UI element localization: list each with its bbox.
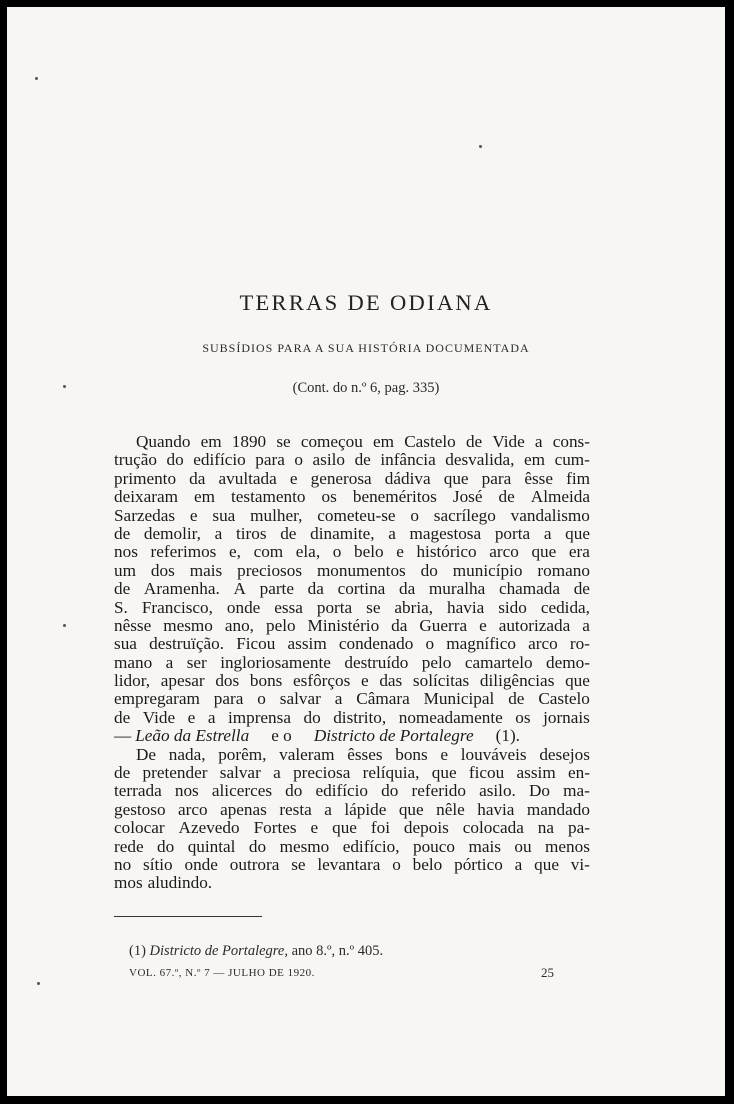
word: Sarzedas [114, 505, 176, 525]
word: tiros [235, 523, 267, 543]
word: porêm, [218, 744, 267, 764]
word: nos [174, 781, 199, 801]
word: salvar [279, 689, 321, 709]
word: onde [226, 597, 261, 617]
text-line [114, 451, 590, 469]
word: de [465, 432, 483, 451]
word: o [425, 634, 435, 654]
word: testamento [231, 487, 306, 507]
word: começou [300, 432, 363, 451]
word: em [524, 450, 546, 470]
word: em [193, 487, 215, 507]
word: colocada [462, 818, 524, 838]
text-line [114, 709, 590, 727]
word: do [285, 781, 303, 801]
word: e [396, 542, 404, 562]
word: o [332, 542, 342, 562]
word: belo [412, 854, 443, 874]
word: empregaram [114, 689, 200, 709]
word: mandado [526, 799, 590, 819]
word: que [565, 523, 590, 543]
word: mesmo [163, 615, 213, 635]
word: se [276, 432, 291, 451]
word: do [381, 781, 399, 801]
word: demo- [546, 652, 590, 672]
word: o [294, 450, 303, 470]
journal-districto-de-portalegre: Districto de Portalegre [313, 726, 474, 746]
word: Castelo [538, 689, 590, 709]
word: dos [215, 671, 240, 691]
word: destruïção. [149, 634, 225, 654]
text-line [114, 838, 590, 856]
word: a [207, 707, 216, 727]
word: essa [274, 597, 303, 617]
word: referido [411, 781, 466, 801]
paragraph-1 [114, 433, 590, 727]
word: a [214, 523, 223, 543]
word: a [534, 432, 543, 451]
word: da [189, 468, 206, 488]
word: êsses [347, 744, 383, 764]
text-line [114, 580, 590, 598]
word: nêle [436, 799, 465, 819]
word: apenas [220, 799, 267, 819]
text-line [114, 470, 590, 488]
volume-line: VOL. 67.º, N.º 7 — JULHO DE 1920. [129, 967, 315, 979]
word: arco [178, 799, 208, 819]
journals-line [114, 727, 590, 745]
word: camartelo [464, 652, 533, 672]
text-line [114, 488, 590, 506]
word: jornais [543, 707, 590, 727]
text-line [114, 856, 590, 874]
word: de [114, 523, 131, 543]
word: generosa [310, 468, 372, 488]
word: Do [529, 781, 551, 801]
continuation-note: (Cont. do n.º 6, pag. 335) [292, 380, 440, 396]
word: imprensa [227, 707, 291, 727]
word: arco [489, 542, 519, 562]
word: ingloriosamente [220, 652, 331, 672]
word: Vide [142, 707, 176, 727]
word: menos [545, 836, 590, 856]
word: foi [370, 818, 390, 838]
word: resta [279, 799, 312, 819]
word: do [420, 560, 438, 580]
print-speck [63, 385, 66, 388]
word: romano [537, 560, 590, 580]
word: porta [316, 597, 353, 617]
word: preciosos [237, 560, 303, 580]
word: mos [114, 873, 143, 893]
word: cons- [552, 432, 590, 451]
word: a [334, 689, 343, 709]
word: assim [516, 763, 556, 783]
word: solícitas [412, 671, 470, 691]
word: ma- [563, 781, 590, 801]
word: edifício [193, 450, 246, 470]
word: histórico [416, 542, 477, 562]
word: Vide [492, 432, 525, 451]
word: asilo. [479, 781, 516, 801]
word: pouco [412, 836, 455, 856]
word: pretender [142, 763, 208, 783]
text-line [114, 635, 590, 653]
word: pa- [567, 818, 590, 838]
word: en- [568, 763, 590, 783]
word: na [537, 818, 555, 838]
word: destruído [344, 652, 409, 672]
text-line [114, 599, 590, 617]
word: Ministério [307, 615, 380, 635]
word: de [114, 579, 131, 599]
word: no [114, 854, 132, 874]
word: demolir, [143, 523, 201, 543]
word: que [398, 799, 424, 819]
word: condenado [338, 634, 414, 654]
text-line [114, 801, 590, 819]
word: vandalismo [510, 505, 590, 525]
word: assim [287, 634, 327, 654]
word: edifício, [342, 836, 400, 856]
word: sacrílego [433, 505, 496, 525]
word: vi- [570, 854, 590, 874]
word: nêsse [114, 615, 152, 635]
word: nos [114, 542, 138, 562]
text-line [114, 819, 590, 837]
word: Guerra [419, 615, 468, 635]
word: preciosa [293, 763, 351, 783]
text-line [114, 690, 590, 708]
word: a [582, 615, 590, 635]
word: e [187, 707, 196, 727]
text-line [114, 764, 590, 782]
word: ser [186, 652, 207, 672]
word: arco [528, 634, 558, 654]
word: lidor, [114, 671, 151, 691]
word: que [332, 818, 357, 838]
page-subtitle: SUBSÍDIOS PARA A SUA HISTÓRIA DOCUMENTADA [202, 341, 530, 355]
word: se [291, 854, 306, 874]
text-line [114, 507, 590, 525]
word: Aramenha. [143, 579, 220, 599]
word: Quando [136, 432, 191, 451]
word: esfôrços [293, 671, 351, 691]
word: sítio [143, 854, 173, 874]
word: 1890 [231, 432, 267, 451]
word: para [213, 689, 244, 709]
word: se [366, 597, 381, 617]
journals-connector: e o [271, 726, 292, 746]
word: um [114, 560, 136, 580]
word: para [255, 450, 285, 470]
word: que [534, 854, 559, 874]
word: Francisco, [141, 597, 213, 617]
print-speck [479, 145, 482, 148]
word: e [289, 468, 298, 488]
word: mesmo [279, 836, 330, 856]
word: monumentos [316, 560, 406, 580]
text-line [114, 654, 590, 672]
document-page [7, 7, 725, 1096]
word: levantara [317, 854, 381, 874]
article-body [114, 433, 590, 893]
word: cum- [554, 450, 590, 470]
word: que [565, 671, 590, 691]
footnote-divider [114, 916, 262, 917]
word: do [157, 836, 175, 856]
word: lápide [344, 799, 387, 819]
word: e, [229, 542, 241, 562]
word: magnífico [446, 634, 516, 654]
word: em [373, 432, 395, 451]
word: de [354, 450, 371, 470]
word: das [379, 671, 403, 691]
word: apesar [160, 671, 205, 691]
word: Câmara [356, 689, 410, 709]
word: mais [468, 836, 501, 856]
text-line [114, 672, 590, 690]
word: quintal [187, 836, 236, 856]
print-speck [63, 624, 66, 627]
word: cometeu-se [317, 505, 396, 525]
word: magestosa [409, 523, 482, 543]
word: diligências [479, 671, 555, 691]
word: de [498, 487, 515, 507]
word: ro- [569, 634, 590, 654]
word: ficou [468, 763, 505, 783]
word: da [399, 579, 416, 599]
word: ela, [295, 542, 321, 562]
word: de [508, 689, 525, 709]
word: que [531, 542, 557, 562]
word: porta [494, 523, 531, 543]
word: havia [477, 799, 515, 819]
word: de [114, 763, 131, 783]
word: fim [566, 468, 590, 488]
paragraph-2 [114, 746, 590, 875]
word: sua [114, 634, 137, 654]
word: dos [150, 560, 175, 580]
word: deixaram [114, 487, 178, 507]
word: edifício [315, 781, 369, 801]
word: município [452, 560, 523, 580]
word: ano, [224, 615, 254, 635]
paragraph-2-last-line [114, 874, 590, 892]
word: beneméritos [352, 487, 437, 507]
word: José [452, 487, 483, 507]
footnote-detail: ano 8.º, n.º 405. [291, 943, 384, 959]
word: salvar [219, 763, 261, 783]
word: chamada [498, 579, 561, 599]
word: o [410, 505, 419, 525]
text-line [114, 617, 590, 635]
word: terrada [114, 781, 162, 801]
word: era [568, 542, 590, 562]
word: que [443, 468, 469, 488]
footnote-reference: (1). [495, 726, 520, 746]
word: do [166, 450, 184, 470]
word: que [431, 763, 457, 783]
word: dinamite, [310, 523, 375, 543]
word: a [324, 799, 332, 819]
word: sua [212, 505, 236, 525]
word: valeram [279, 744, 335, 764]
word: Castelo [404, 432, 456, 451]
text-line [114, 543, 590, 561]
word: êsse [524, 468, 553, 488]
footnote-source: Districto de Portalegre, [149, 943, 288, 959]
word: nada, [168, 744, 206, 764]
word: alicerces [211, 781, 273, 801]
word: muralha [428, 579, 486, 599]
word: desvalida, [445, 450, 515, 470]
word: A [233, 579, 246, 599]
word: belo [353, 542, 384, 562]
print-speck [35, 77, 38, 80]
text-line [114, 525, 590, 543]
word: ou [514, 836, 532, 856]
word: e [310, 818, 319, 838]
word: referimos [150, 542, 217, 562]
word: o [392, 854, 401, 874]
word: sido [498, 597, 527, 617]
word: de [573, 579, 590, 599]
word: cedida, [540, 597, 590, 617]
word: e [189, 505, 198, 525]
word: a [514, 854, 523, 874]
word: Municipal [423, 689, 495, 709]
word: pórtico [454, 854, 503, 874]
word: mais [189, 560, 223, 580]
word: trução [114, 450, 157, 470]
word: do [303, 707, 321, 727]
text-line [114, 782, 590, 800]
word: gestoso [114, 799, 166, 819]
page-title: TERRAS DE ODIANA [239, 290, 493, 315]
word: parte [259, 579, 294, 599]
page-number: 25 [541, 965, 554, 980]
word: bons [395, 744, 428, 764]
word: dádiva [384, 468, 431, 488]
word: abria, [394, 597, 434, 617]
word: da [391, 615, 408, 635]
word: pelo [421, 652, 452, 672]
word: e [479, 615, 487, 635]
word: a [543, 523, 552, 543]
text-line [114, 562, 590, 580]
word: de [280, 523, 297, 543]
word: nomeadamente [398, 707, 503, 727]
word: aludindo. [147, 873, 213, 893]
word: depois [403, 818, 449, 838]
word: Fortes [253, 818, 297, 838]
word: do [248, 836, 267, 856]
word: Azevedo [178, 818, 240, 838]
word: louváveis [460, 744, 527, 764]
word: havia [447, 597, 485, 617]
word: outrora [229, 854, 280, 874]
word: e [361, 671, 369, 691]
word: distrito, [333, 707, 387, 727]
word: os [515, 707, 531, 727]
word: para [481, 468, 512, 488]
word: autorizada [498, 615, 571, 635]
word: de [114, 707, 131, 727]
word: desejos [539, 744, 590, 764]
word: mano [114, 652, 153, 672]
word: avultada [218, 468, 277, 488]
word: a [165, 652, 174, 672]
word: S. [114, 597, 128, 617]
word: os [321, 487, 337, 507]
word: a [273, 763, 281, 783]
word: Ficou [236, 634, 276, 654]
footnote [129, 943, 383, 960]
word: rede [114, 836, 144, 856]
word: primento [114, 468, 177, 488]
word: da [307, 579, 324, 599]
word: com [253, 542, 284, 562]
word: onde [184, 854, 218, 874]
word: e [440, 744, 449, 764]
word: mulher, [250, 505, 303, 525]
print-speck [37, 982, 40, 985]
text-line [114, 433, 590, 451]
word: asilo [312, 450, 346, 470]
word: bons [249, 671, 283, 691]
word: Almeida [530, 487, 590, 507]
word: em [200, 432, 222, 451]
word: relíquia, [362, 763, 420, 783]
word: pelo [265, 615, 296, 635]
footnote-marker: (1) [129, 943, 146, 959]
text-line [114, 746, 590, 764]
journal-leao-da-estrella: Leão da Estrella [135, 726, 250, 746]
em-dash: — [114, 726, 132, 746]
word: cortina [337, 579, 386, 599]
word: De [136, 744, 157, 764]
word: o [257, 689, 266, 709]
word: infância [380, 450, 436, 470]
word: a [388, 523, 396, 543]
word: colocar [114, 818, 165, 838]
